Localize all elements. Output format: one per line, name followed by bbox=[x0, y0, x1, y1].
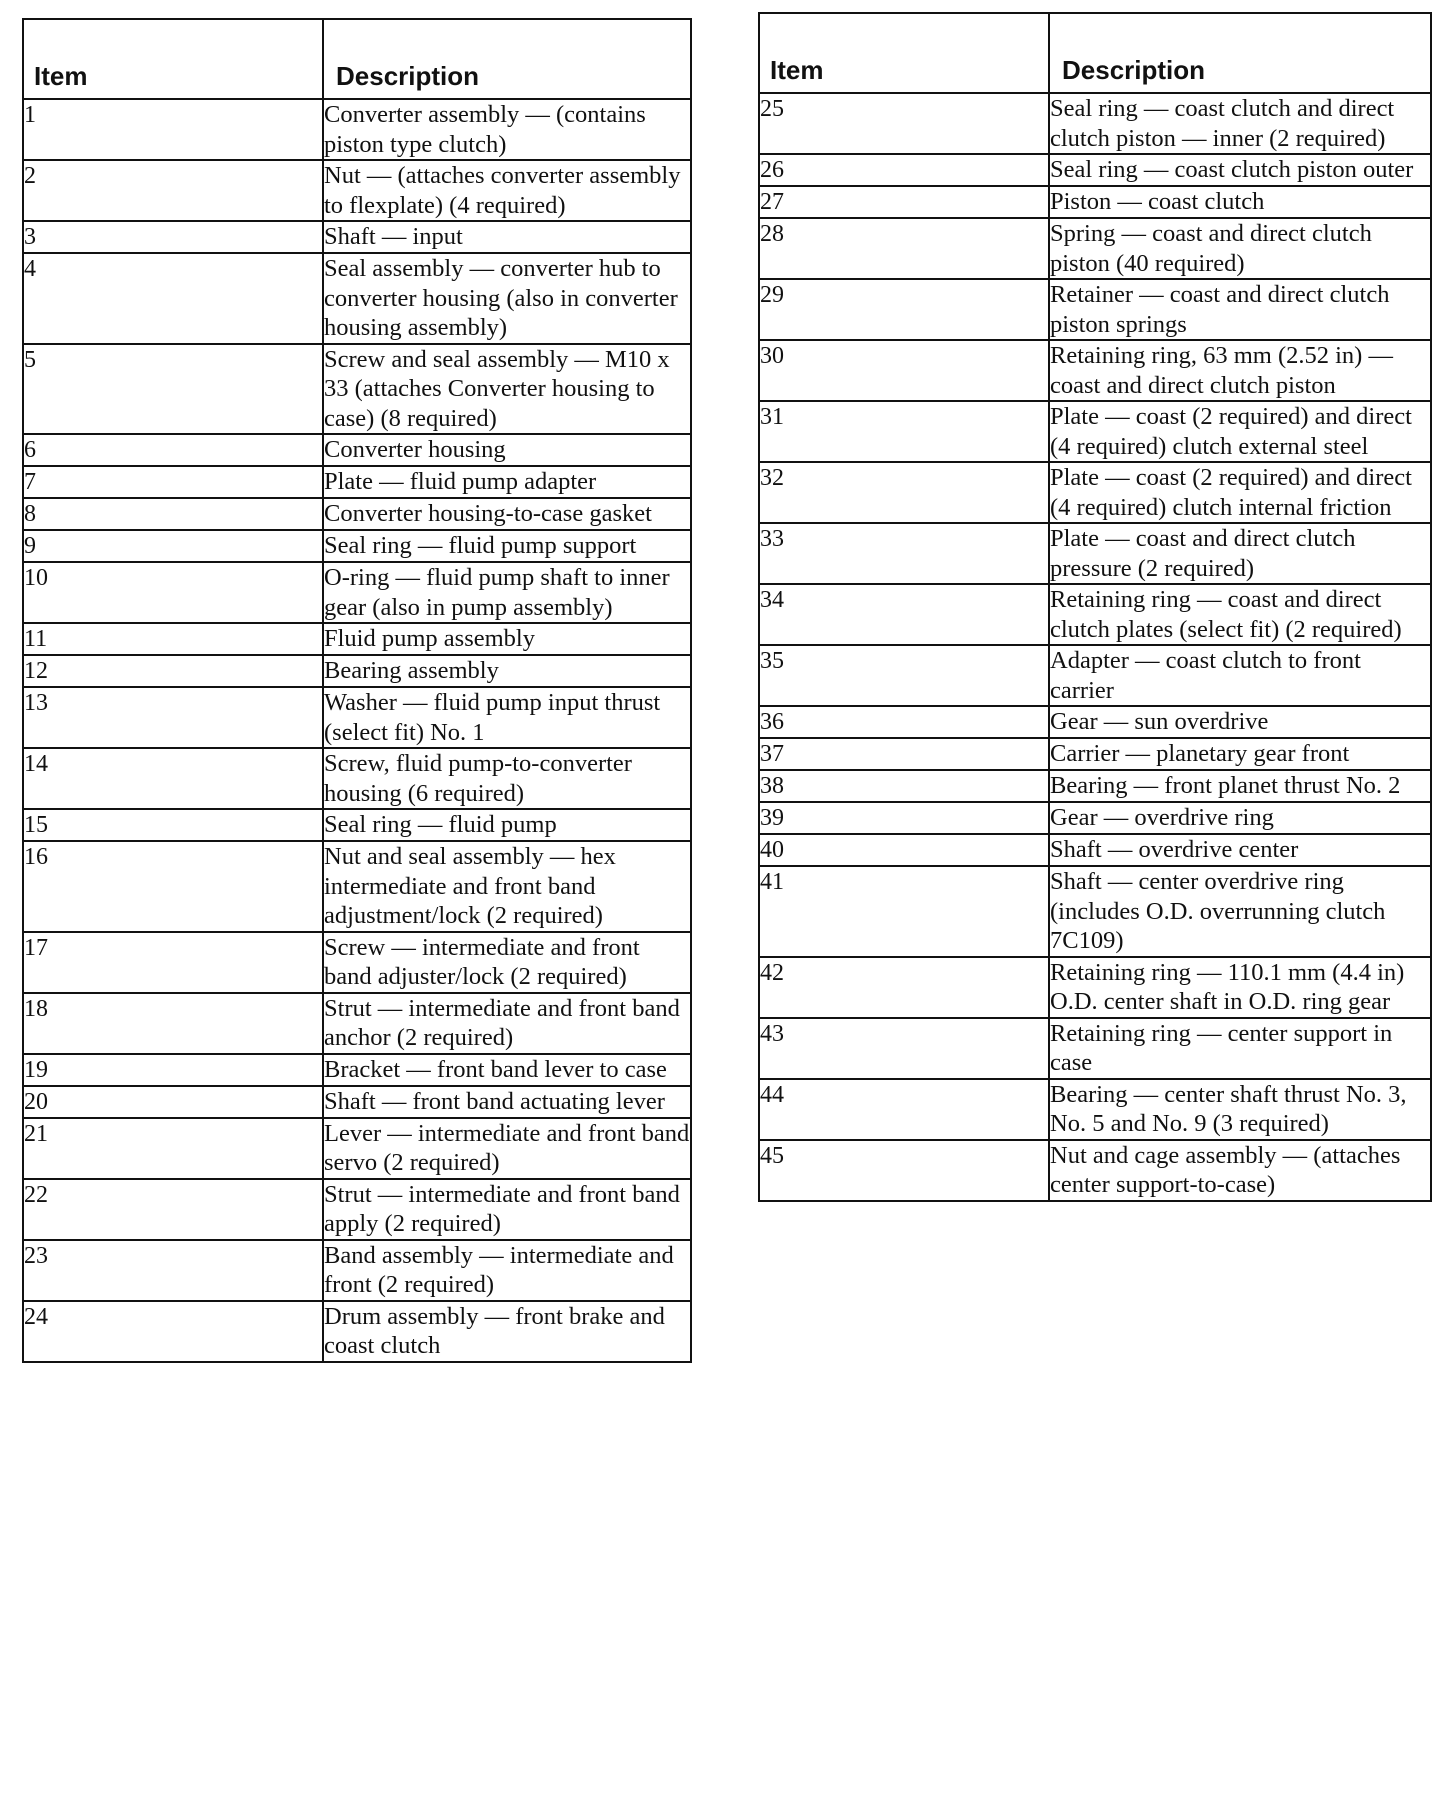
item-description: Spring — coast and direct clutch piston (40 required) bbox=[1049, 218, 1431, 279]
table-row bbox=[23, 1179, 691, 1240]
table-row bbox=[759, 866, 1431, 957]
item-number: 2 bbox=[23, 160, 323, 221]
table-row bbox=[759, 523, 1431, 584]
table-row bbox=[759, 645, 1431, 706]
item-number: 5 bbox=[23, 344, 323, 435]
item-number: 15 bbox=[23, 809, 323, 841]
item-description: Screw, fluid pump-to-converter housing (6 required) bbox=[323, 748, 691, 809]
item-description: Nut — (attaches converter assembly to flexplate) (4 required) bbox=[323, 160, 691, 221]
table-row bbox=[759, 802, 1431, 834]
table-row bbox=[759, 279, 1431, 340]
item-number: 39 bbox=[759, 802, 1049, 834]
item-description: Seal ring — coast clutch and direct clutch piston — inner (2 required) bbox=[1049, 93, 1431, 154]
table-row bbox=[759, 154, 1431, 186]
item-number: 9 bbox=[23, 530, 323, 562]
item-number: 42 bbox=[759, 957, 1049, 1018]
item-description: Shaft — input bbox=[323, 221, 691, 253]
item-number: 38 bbox=[759, 770, 1049, 802]
table-row bbox=[759, 738, 1431, 770]
table-row bbox=[23, 562, 691, 623]
item-description: O-ring — fluid pump shaft to inner gear (also in pump assembly) bbox=[323, 562, 691, 623]
table-row bbox=[23, 160, 691, 221]
item-column-header: Item bbox=[759, 13, 1049, 93]
table-row bbox=[23, 1054, 691, 1086]
item-description: Strut — intermediate and front band apply (2 required) bbox=[323, 1179, 691, 1240]
table-row bbox=[23, 434, 691, 466]
item-number: 40 bbox=[759, 834, 1049, 866]
table-row bbox=[23, 748, 691, 809]
item-number: 35 bbox=[759, 645, 1049, 706]
item-number: 18 bbox=[23, 993, 323, 1054]
item-number: 32 bbox=[759, 462, 1049, 523]
table-row bbox=[23, 498, 691, 530]
item-description: Seal ring — fluid pump bbox=[323, 809, 691, 841]
item-number: 4 bbox=[23, 253, 323, 344]
item-description: Retaining ring — coast and direct clutch plates (select fit) (2 required) bbox=[1049, 584, 1431, 645]
item-description: Gear — sun overdrive bbox=[1049, 706, 1431, 738]
table-row bbox=[759, 1018, 1431, 1079]
item-description: Seal ring — fluid pump support bbox=[323, 530, 691, 562]
table-row bbox=[23, 530, 691, 562]
item-description: Bearing assembly bbox=[323, 655, 691, 687]
table-row bbox=[759, 584, 1431, 645]
table-row bbox=[23, 1086, 691, 1118]
table-row bbox=[759, 706, 1431, 738]
table-row bbox=[23, 993, 691, 1054]
item-number: 22 bbox=[23, 1179, 323, 1240]
item-number: 20 bbox=[23, 1086, 323, 1118]
table-row bbox=[23, 1301, 691, 1362]
item-number: 17 bbox=[23, 932, 323, 993]
item-description: Plate — coast and direct clutch pressure (2 required) bbox=[1049, 523, 1431, 584]
item-description: Retaining ring, 63 mm (2.52 in) — coast and direct clutch piston bbox=[1049, 340, 1431, 401]
table-row bbox=[23, 253, 691, 344]
item-description: Drum assembly — front brake and coast clutch bbox=[323, 1301, 691, 1362]
item-number: 24 bbox=[23, 1301, 323, 1362]
table-row bbox=[759, 462, 1431, 523]
table-row bbox=[759, 218, 1431, 279]
item-number: 11 bbox=[23, 623, 323, 655]
item-description: Bracket — front band lever to case bbox=[323, 1054, 691, 1086]
item-number: 16 bbox=[23, 841, 323, 932]
item-number: 34 bbox=[759, 584, 1049, 645]
table-row bbox=[759, 1079, 1431, 1140]
item-description: Carrier — planetary gear front bbox=[1049, 738, 1431, 770]
item-description: Screw and seal assembly — M10 x 33 (attaches Converter housing to case) (8 required) bbox=[323, 344, 691, 435]
item-description: Fluid pump assembly bbox=[323, 623, 691, 655]
table-row bbox=[23, 221, 691, 253]
item-number: 14 bbox=[23, 748, 323, 809]
table-row bbox=[759, 401, 1431, 462]
item-description: Nut and cage assembly — (attaches center support-to-case) bbox=[1049, 1140, 1431, 1201]
table-row bbox=[759, 93, 1431, 154]
item-description: Lever — intermediate and front band servo (2 required) bbox=[323, 1118, 691, 1179]
item-description: Retainer — coast and direct clutch piston springs bbox=[1049, 279, 1431, 340]
parts-table-right bbox=[758, 12, 1432, 1202]
item-number: 44 bbox=[759, 1079, 1049, 1140]
item-description: Nut and seal assembly — hex intermediate and front band adjustment/lock (2 required) bbox=[323, 841, 691, 932]
item-number: 43 bbox=[759, 1018, 1049, 1079]
item-number: 45 bbox=[759, 1140, 1049, 1201]
item-description: Adapter — coast clutch to front carrier bbox=[1049, 645, 1431, 706]
item-description: Washer — fluid pump input thrust (select fit) No. 1 bbox=[323, 687, 691, 748]
parts-table-left bbox=[22, 18, 692, 1363]
item-number: 12 bbox=[23, 655, 323, 687]
item-number: 29 bbox=[759, 279, 1049, 340]
item-description: Shaft — center overdrive ring (includes O.D. overrunning clutch 7C109) bbox=[1049, 866, 1431, 957]
item-description: Gear — overdrive ring bbox=[1049, 802, 1431, 834]
table-row bbox=[759, 186, 1431, 218]
table-row bbox=[23, 932, 691, 993]
description-column-header: Description bbox=[1049, 13, 1431, 93]
item-description: Plate — coast (2 required) and direct (4 required) clutch internal friction bbox=[1049, 462, 1431, 523]
item-description: Plate — fluid pump adapter bbox=[323, 466, 691, 498]
item-number: 41 bbox=[759, 866, 1049, 957]
item-number: 31 bbox=[759, 401, 1049, 462]
item-number: 23 bbox=[23, 1240, 323, 1301]
item-number: 13 bbox=[23, 687, 323, 748]
header-row bbox=[759, 13, 1431, 93]
item-number: 27 bbox=[759, 186, 1049, 218]
item-number: 28 bbox=[759, 218, 1049, 279]
item-number: 33 bbox=[759, 523, 1049, 584]
table-row bbox=[759, 340, 1431, 401]
item-description: Screw — intermediate and front band adjuster/lock (2 required) bbox=[323, 932, 691, 993]
item-number: 1 bbox=[23, 99, 323, 160]
table-row bbox=[23, 344, 691, 435]
item-number: 25 bbox=[759, 93, 1049, 154]
item-description: Shaft — front band actuating lever bbox=[323, 1086, 691, 1118]
description-column-header: Description bbox=[323, 19, 691, 99]
table-row bbox=[23, 687, 691, 748]
header-row bbox=[23, 19, 691, 99]
table-row bbox=[23, 809, 691, 841]
table-row bbox=[23, 841, 691, 932]
item-description: Shaft — overdrive center bbox=[1049, 834, 1431, 866]
item-number: 26 bbox=[759, 154, 1049, 186]
table-row bbox=[23, 466, 691, 498]
item-description: Converter housing-to-case gasket bbox=[323, 498, 691, 530]
item-column-header: Item bbox=[23, 19, 323, 99]
table-row bbox=[23, 1240, 691, 1301]
table-row bbox=[23, 623, 691, 655]
item-number: 3 bbox=[23, 221, 323, 253]
item-description: Bearing — center shaft thrust No. 3, No. 5 and No. 9 (3 required) bbox=[1049, 1079, 1431, 1140]
item-description: Converter assembly — (contains piston type clutch) bbox=[323, 99, 691, 160]
table-row bbox=[759, 834, 1431, 866]
table-row bbox=[759, 957, 1431, 1018]
item-description: Plate — coast (2 required) and direct (4 required) clutch external steel bbox=[1049, 401, 1431, 462]
table-row bbox=[759, 770, 1431, 802]
item-description: Seal assembly — converter hub to converter housing (also in converter housing assembly) bbox=[323, 253, 691, 344]
item-description: Seal ring — coast clutch piston outer bbox=[1049, 154, 1431, 186]
item-number: 19 bbox=[23, 1054, 323, 1086]
item-number: 36 bbox=[759, 706, 1049, 738]
item-number: 6 bbox=[23, 434, 323, 466]
item-number: 10 bbox=[23, 562, 323, 623]
item-description: Bearing — front planet thrust No. 2 bbox=[1049, 770, 1431, 802]
item-description: Converter housing bbox=[323, 434, 691, 466]
item-description: Strut — intermediate and front band anchor (2 required) bbox=[323, 993, 691, 1054]
table-row bbox=[23, 99, 691, 160]
table-row bbox=[23, 1118, 691, 1179]
item-number: 7 bbox=[23, 466, 323, 498]
item-description: Band assembly — intermediate and front (2 required) bbox=[323, 1240, 691, 1301]
item-description: Retaining ring — 110.1 mm (4.4 in) O.D. center shaft in O.D. ring gear bbox=[1049, 957, 1431, 1018]
table-row bbox=[759, 1140, 1431, 1201]
item-description: Piston — coast clutch bbox=[1049, 186, 1431, 218]
item-number: 8 bbox=[23, 498, 323, 530]
item-number: 21 bbox=[23, 1118, 323, 1179]
item-number: 30 bbox=[759, 340, 1049, 401]
item-number: 37 bbox=[759, 738, 1049, 770]
item-description: Retaining ring — center support in case bbox=[1049, 1018, 1431, 1079]
table-row bbox=[23, 655, 691, 687]
